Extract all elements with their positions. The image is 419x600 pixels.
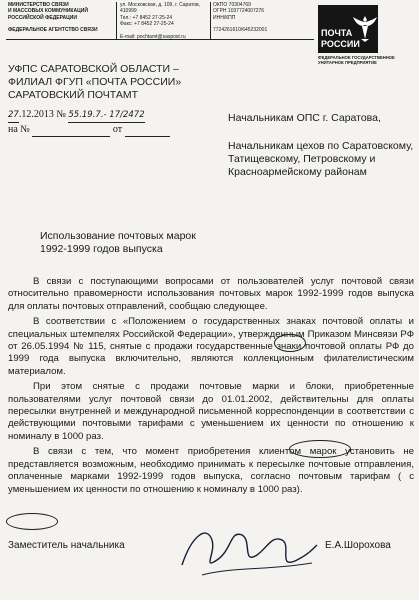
eagle-emblem-icon [352,13,378,43]
letterhead [0,2,419,65]
annotation-circle-1000-2 [6,513,58,530]
email-line: E-mail: pochtamt@saspost.ru [120,33,186,40]
inn-label: ИНН/КПП [213,14,236,21]
signatory-name: Е.А.Шорохова [325,540,391,551]
subject-line: Использование почтовых марок [40,230,196,242]
body-paragraph: В связи с тем, что момент приобретения клиентом марок установить не представляется возможным, необходимо принимать к пересылке почтовые отправления, оплаченные марками 1992-1999 годов выпуска, согласно почтовым тарифам ( с уменьшением их ценности по отношению к номиналу в 1000 раз). [8,446,414,495]
annotation-circle-1000 [289,440,351,458]
registration-codes [213,2,313,34]
recipient-ops: Начальникам ОПС г. Саратова, [228,112,381,124]
letter-body [8,276,414,499]
body-paragraph: В связи с поступающими вопросами от пользователей услуг почтовой связи относительно правомерности использования почтовых марок 1992-1999 годов выпуска для оплаты почтовых отправлений, сообщаю следующее. [8,276,414,312]
reg-number-handwritten: 55.19.7.- 17/2472 [68,109,144,123]
body-paragraph: При этом снятые с продажи почтовые марки и блоки, приобретенные пользователями услуг почтовой связи до 01.01.2002, действительны для оплаты пересылки внутренней и международной письменной корреспонденции в соответствии с действующими почтовыми тарифами с уменьшением их ценности по отношению к номиналу в 1000 раз. [8,381,414,442]
fax-line: Факс: +7 8452 27-25-24 [120,21,174,28]
org-line: САРАТОВСКИЙ ПОЧТАМТ [8,89,139,101]
header-divider [210,2,211,39]
inn-value: 7724261610/645232001 [213,27,268,34]
agency-line: ФЕДЕРАЛЬНОЕ АГЕНТСТВО СВЯЗИ [8,27,98,34]
subject-block [40,230,196,256]
ref-number-label: на № [8,124,30,135]
ministry-line: РОССИЙСКОЙ ФЕДЕРАЦИИ [8,14,77,21]
ogrn-line: ОГРН 1037724007276 [213,8,265,15]
org-line: УФПС САРАТОВСКОЙ ОБЛАСТИ – [8,63,179,75]
subject-line: 1992-1999 годов выпуска [40,243,163,255]
reg-date-handwritten: 27 [8,109,19,123]
phone-line: Тел.: +7 8452 27-25-24 [120,14,173,21]
ministry-block [8,2,114,34]
pochta-rossii-logo [318,5,413,65]
address-block [120,2,208,40]
handwritten-signature [172,515,322,585]
okpo-line: ОКПО 70304769 [213,2,251,8]
registration-line [8,108,208,137]
logo-subtitle: ФЕДЕРАЛЬНОЕ ГОСУДАРСТВЕННОЕ УНИТАРНОЕ ПРЕДПРИЯТИЕ [318,55,395,65]
reg-date-printed: .12.2013 № [18,109,66,120]
body-paragraph: В соответствии с «Положением о государственных знаках почтовой оплаты и специальных штемпелях Российской Федерации», утвержденным Приказом Минсвязи РФ от 26.05.1994 № 115, снятые с продажи государственные знаки почтовой оплаты РФ до 1999 года выпуска включительно, являются коллекционным филателистическим материалом. [8,316,414,377]
sender-organization [8,63,181,102]
logo-text: ПОЧТА РОССИИ [321,28,360,49]
recipient-workshops: Начальникам цехов по Саратовскому, Татищевскому, Петровскому и Красноармейскому районам [228,140,414,178]
header-rule [6,39,314,40]
annotation-circle-1999 [274,334,306,352]
signatory-title: Заместитель начальника [8,540,125,551]
ministry-line: И МАССОВЫХ КОММУНИКАЦИЙ [8,8,88,15]
address-line: ул. Московская, д. 109, г. Саратов, 410999 [120,2,201,15]
ref-date-blank [125,123,170,137]
logo-box [318,5,378,53]
ref-date-label: от [112,124,123,135]
header-divider [116,2,117,39]
ref-number-blank [32,123,110,137]
ministry-line: МИНИСТЕРСТВО СВЯЗИ [8,2,69,8]
org-line: ФИЛИАЛ ФГУП «ПОЧТА РОССИИ» [8,76,182,88]
